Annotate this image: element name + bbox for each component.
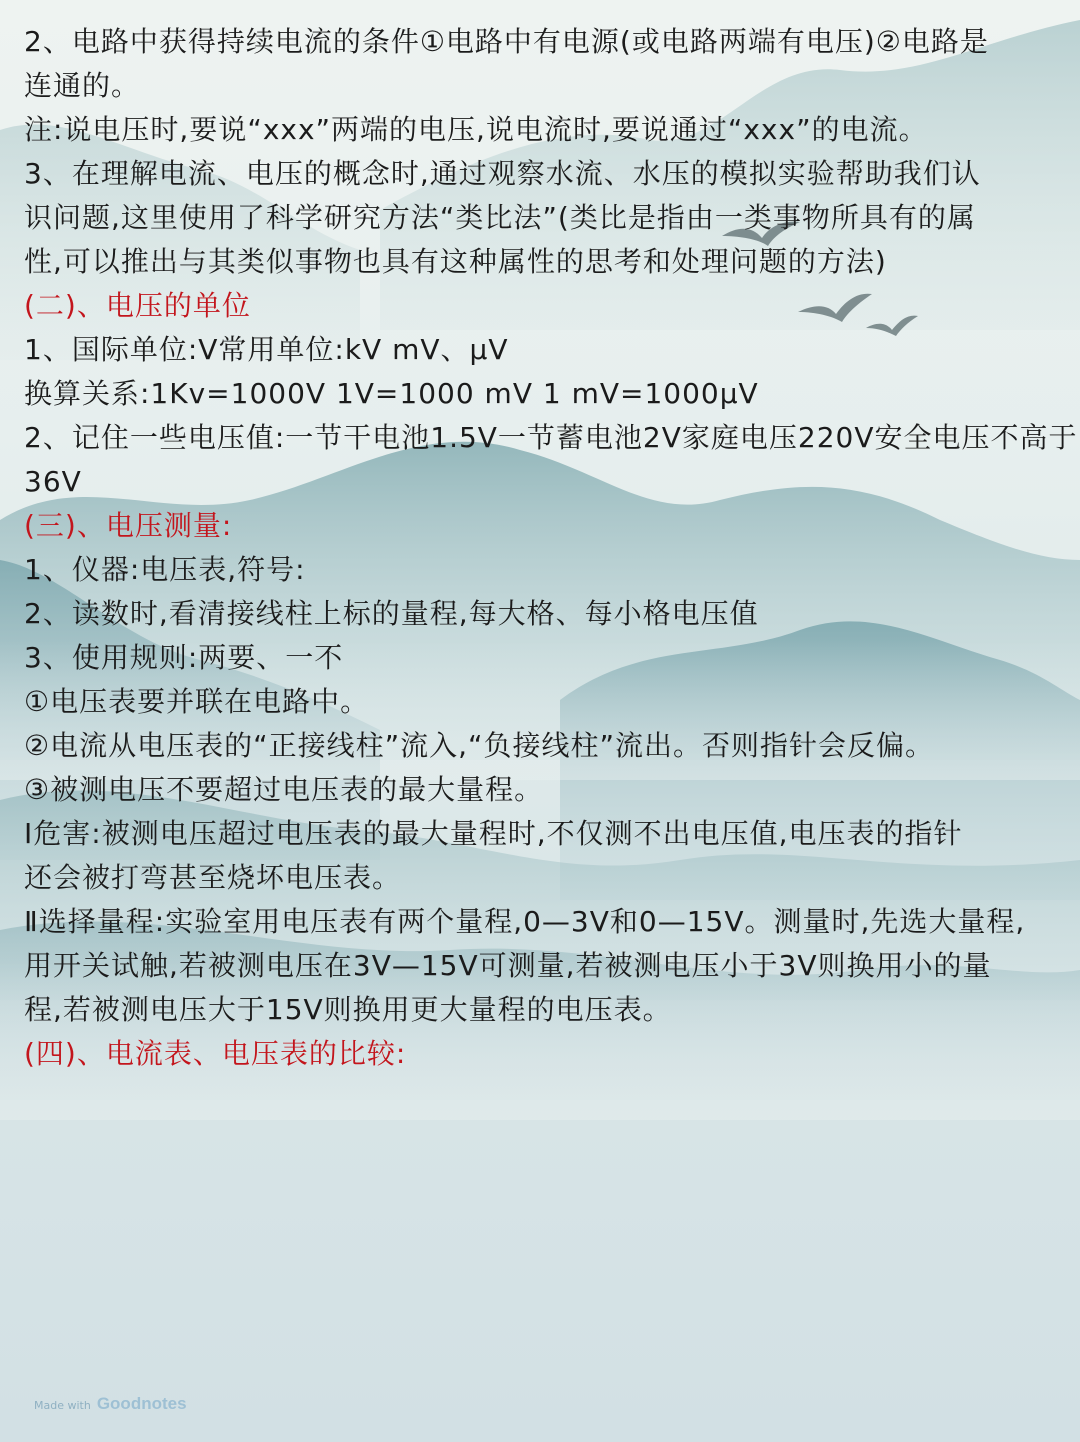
note-line: 2、电路中获得持续电流的条件①电路中有电源(或电路两端有电压)②电路是 — [24, 25, 989, 58]
note-line: 2、读数时,看清接线柱上标的量程,每大格、每小格电压值 — [24, 597, 759, 630]
note-line: Ⅱ选择量程:实验室用电压表有两个量程,0—3V和0—15V。测量时,先选大量程, — [24, 905, 1026, 938]
note-line: 连通的。 — [24, 69, 141, 102]
note-line: 3、在理解电流、电压的概念时,通过观察水流、水压的模拟实验帮助我们认 — [24, 157, 981, 190]
note-line: 1、国际单位:V常用单位:kV mV、μV — [24, 333, 509, 366]
note-line: 36V — [24, 465, 82, 498]
note-line: Ⅰ危害:被测电压超过电压表的最大量程时,不仅测不出电压值,电压表的指针 — [24, 817, 963, 850]
note-line: ③被测电压不要超过电压表的最大量程。 — [24, 773, 544, 806]
note-line: 程,若被测电压大于15V则换用更大量程的电压表。 — [24, 993, 672, 1026]
note-line: 2、记住一些电压值:一节干电池1.5V一节蓄电池2V家庭电压220V安全电压不高于 — [24, 421, 1078, 454]
section-heading-voltage-unit: (二)、电压的单位 — [24, 289, 251, 322]
made-with-label: Made with — [34, 1399, 91, 1412]
goodnotes-logo: Goodnotes — [96, 1394, 187, 1413]
note-line: ①电压表要并联在电路中。 — [24, 685, 370, 718]
note-line: 注:说电压时,要说“xxx”两端的电压,说电流时,要说通过“xxx”的电流。 — [24, 113, 928, 146]
note-line: ②电流从电压表的“正接线柱”流入,“负接线柱”流出。否则指针会反偏。 — [24, 729, 935, 762]
note-line: 1、仪器:电压表,符号: — [24, 553, 306, 586]
note-line: 识问题,这里使用了科学研究方法“类比法”(类比是指由一类事物所具有的属 — [24, 201, 976, 234]
note-line: 3、使用规则:两要、一不 — [24, 641, 344, 674]
note-line: 用开关试触,若被测电压在3V—15V可测量,若被测电压小于3V则换用小的量 — [24, 949, 992, 982]
section-heading-meter-comparison: (四)、电流表、电压表的比较: — [24, 1037, 407, 1070]
note-line: 还会被打弯甚至烧坏电压表。 — [24, 861, 402, 894]
goodnotes-watermark — [34, 1394, 187, 1414]
handwritten-notes — [24, 20, 1078, 1076]
section-heading-voltage-measurement: (三)、电压测量: — [24, 509, 233, 542]
note-line: 换算关系:1Kv=1000V 1V=1000 mV 1 mV=1000μV — [24, 377, 759, 410]
note-line: 性,可以推出与其类似事物也具有这种属性的思考和处理问题的方法) — [24, 245, 887, 278]
